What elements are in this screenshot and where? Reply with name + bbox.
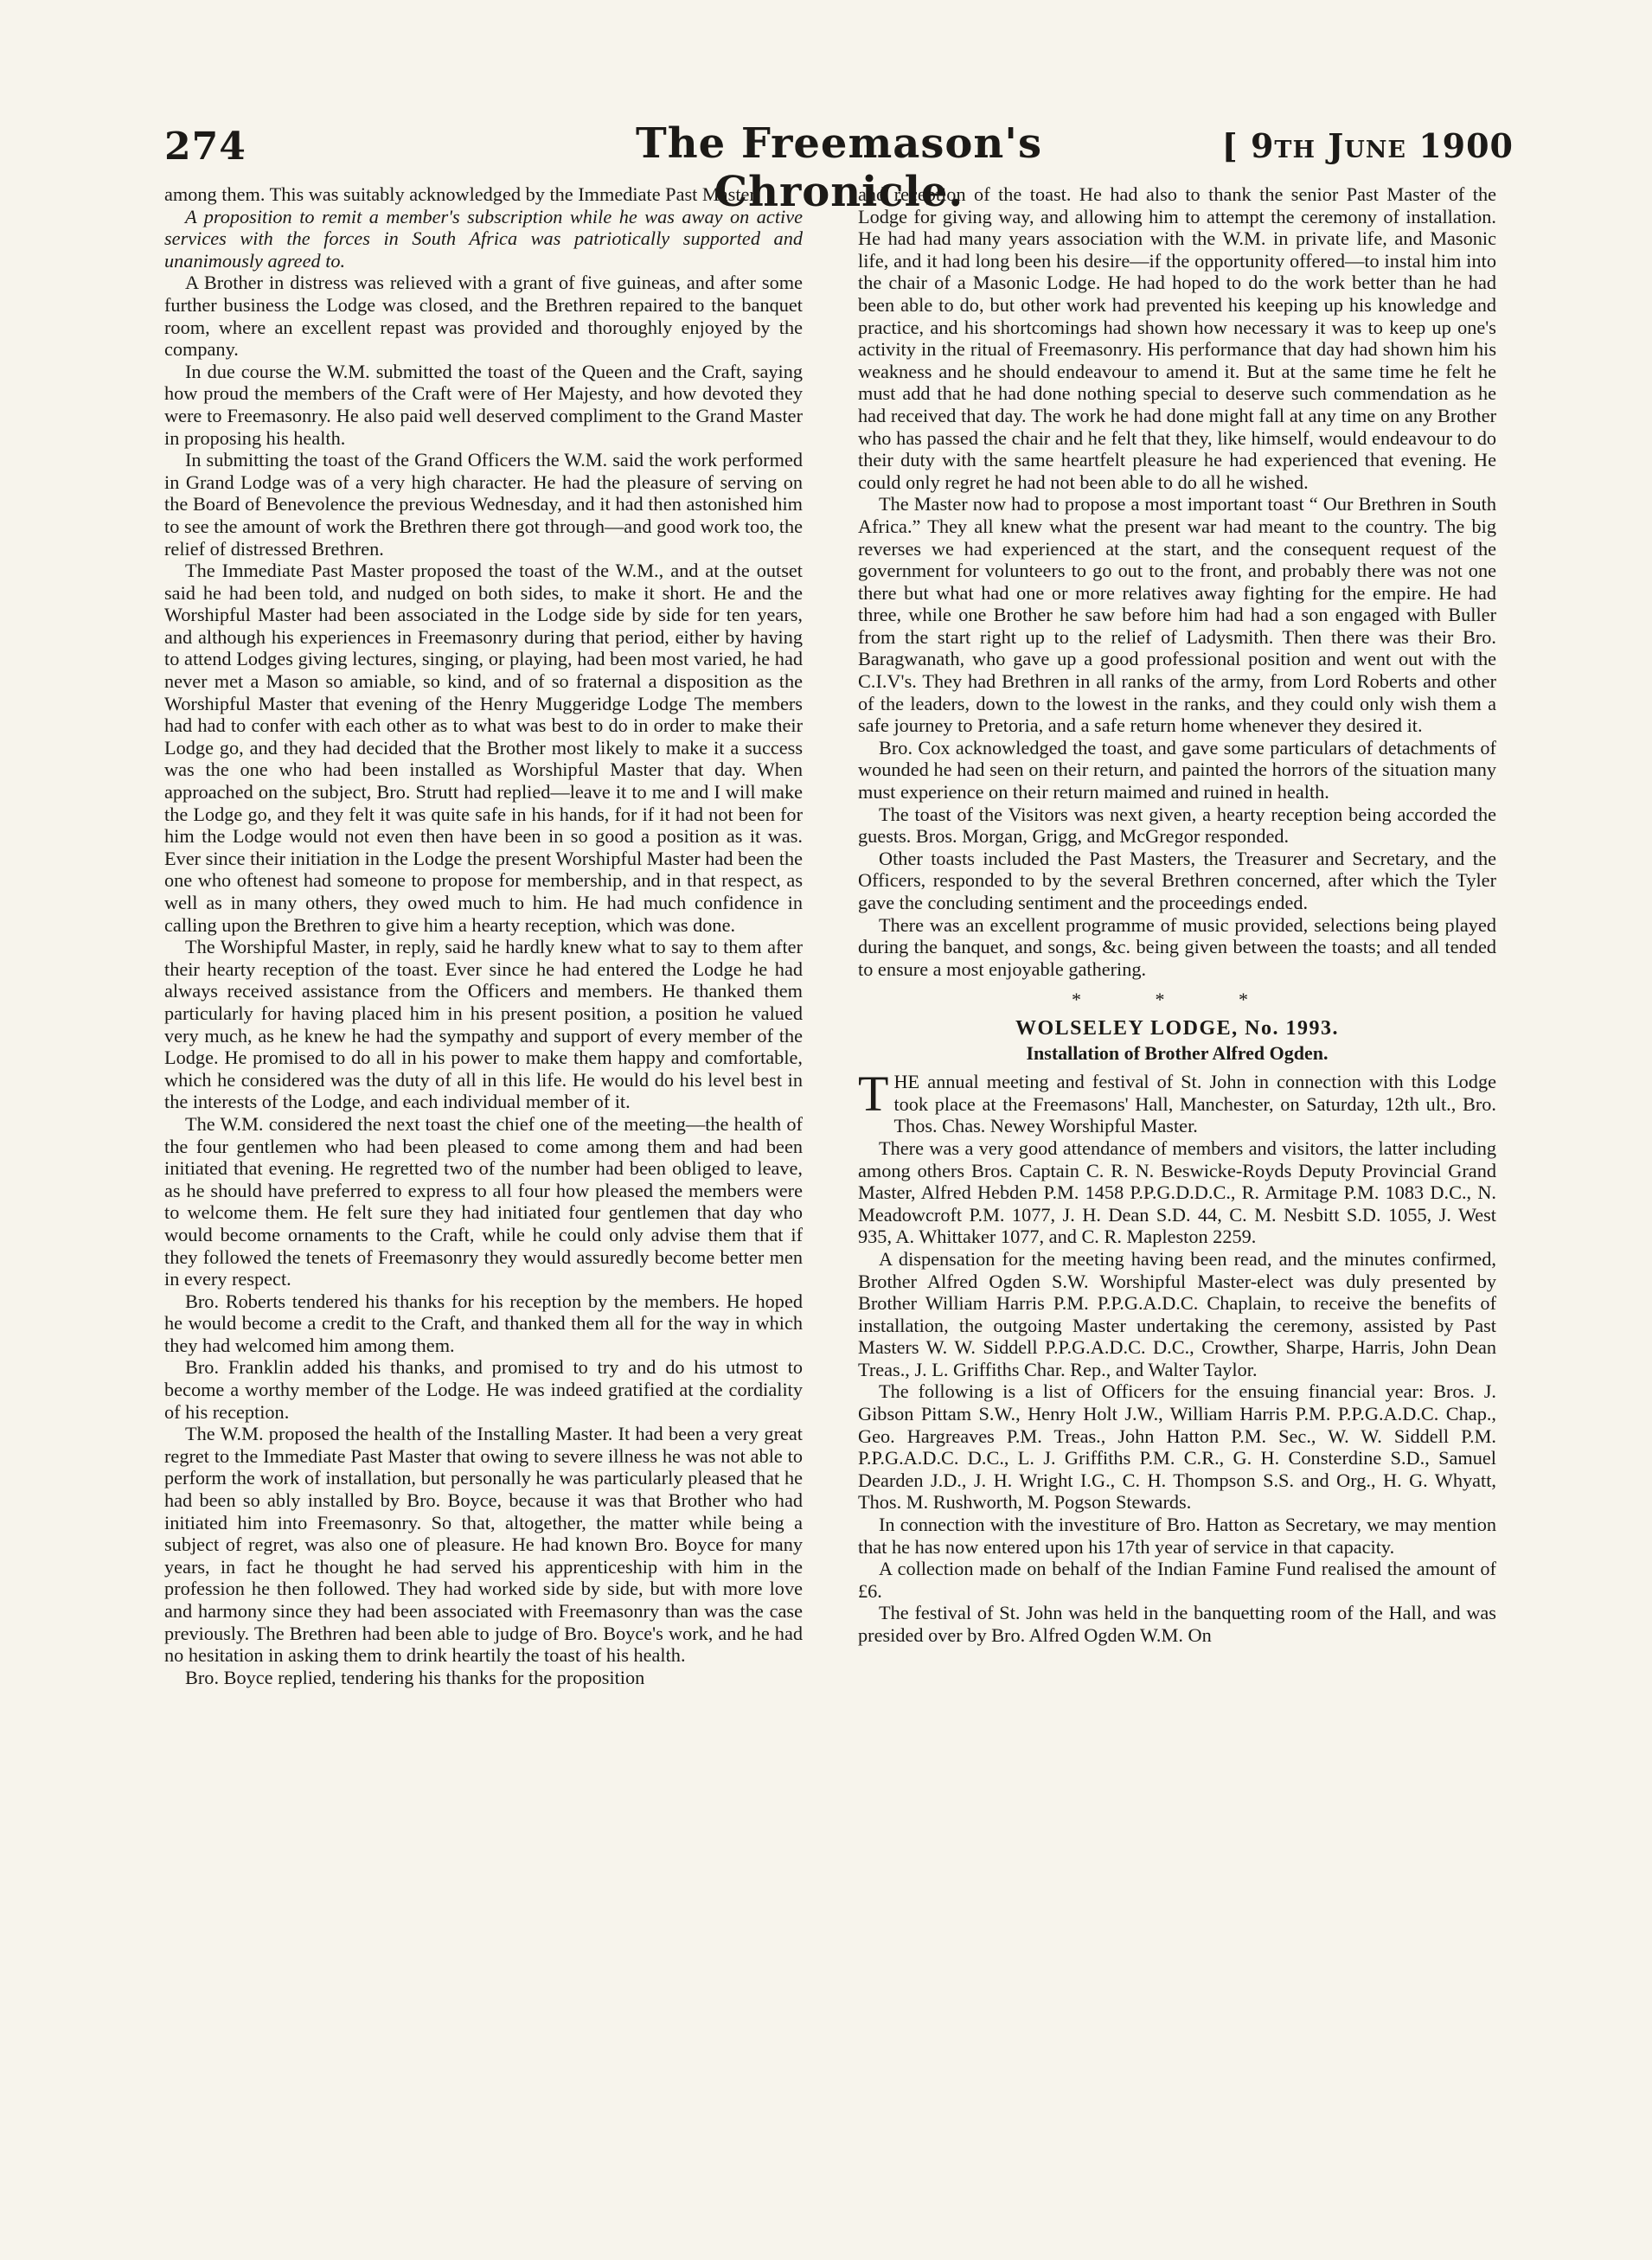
article-paragraph: In submitting the toast of the Grand Officers the W.M. said the work performed in Grand Lodge was of a very high character. He had the pleasure of serving on the Board of Benevolence the previous Wednesday, and it had then astonished him to see the amount of work the Brethren there got through—and good work too, the relief of distressed Brethren. <box>164 449 803 560</box>
issue-date: [ 9th June 1900 <box>1221 126 1514 165</box>
section-title: WOLSELEY LODGE, No. 1993. <box>1015 1016 1339 1040</box>
article-paragraph: A collection made on behalf of the Indian Famine Fund realised the amount of £6. <box>858 1558 1496 1602</box>
article-paragraph: Bro. Boyce replied, tendering his thanks for the proposition <box>185 1666 645 1688</box>
article-paragraph: A Brother in distress was relieved with a grant of five guineas, and after some further business the Lodge was closed, and the Brethren repaired to the banquet room, where an excellent repast was provided and thoroughly enjoyed by the company. <box>164 272 803 361</box>
article-paragraph: There was a very good attendance of members and visitors, the latter including among others Bros. Captain C. R. N. Beswicke-Royds Deputy Provincial Grand Master, Alfred Hebden P.M. 1458 P.P.G.D.D.C., R. Armitage P.M. 1083 D.C., N. Meadowcroft P.M. 1077, J. H. Dean S.D. 44, C. M. Nesbitt S.D. 1055, J. West 935, A. Whittaker 1077, and C. R. Mapleston 2259. <box>858 1136 1496 1248</box>
article-paragraph: In connection with the investiture of Bro. Hatton as Secretary, we may mention that he has now entered upon his 17th year of service in that capacity. <box>858 1514 1496 1558</box>
article-paragraph: The following is a list of Officers for the ensuing financial year: Bros. J. Gibson Pittam S.W., Henry Holt J.W., William Harris P.M. P.P.G.A.D.C. Chap., Geo. Hargreaves P.M. Treas., John Hatton P.M. Sec., W. W. Siddell P.M. P.P.G.A.D.C. D.C., L. J. Griffiths P.M. C.R., G. H. Consterdine S.D., Samuel Dearden J.D., J. H. Wright I.G., C. H. Thompson S.S. and Org., H. G. Whyatt, Thos. M. Rushworth, M. Pogson Stewards. <box>858 1380 1496 1514</box>
article-paragraph: The toast of the Visitors was next given, a hearty reception being accorded the guests. Bros. Morgan, Grigg, and McGregor responded. <box>858 803 1496 848</box>
left-column <box>164 183 803 1688</box>
article-paragraph: In due course the W.M. submitted the toast of the Queen and the Craft, saying how proud the members of the Craft were of Her Majesty, and how devoted they were to Freemasonry. He also paid well deserved compliment to the Grand Master in proposing his health. <box>164 360 803 449</box>
article-paragraph: and reception of the toast. He had also to thank the senior Past Master of the Lodge for giving way, and allowing him to attempt the ceremony of installation. He had had many years association with the W.M. in private life, and Masonic life, and it had long been his desire—if the opportunity offered—to instal him into the chair of a Masonic Lodge. He had hoped to do the work better than he had been able to do, but other work had prevented his keeping up his knowledge and practice, and his shortcomings had shown how necessary it was to keep up one's activity in the ritual of Freemasonry. His performance that day had shown him his weakness and he should endeavour to amend it. But at the same time he felt he must add that he had done nothing special to deserve such commendation as he had received that day. The work he had done might fall at any time on any Brother who has passed the chair and he felt that they, like himself, would endeavour to do their duty with the same heartfelt pleasure he had experienced that evening. He could only regret he had not been able to do all he wished. <box>858 183 1496 493</box>
section-separator: * * * <box>1072 989 1283 1011</box>
article-paragraph: among them. This was suitably acknowledged by the Immediate Past Master. <box>164 183 760 205</box>
article-paragraph: The Master now had to propose a most important toast “ Our Brethren in South Africa.” They all knew what the present war had meant to the country. The big reverses we had experienced at the start, and the consequent request of the government for volunteers to go out to the front, and probably there was not one there but what had one or more relatives away fighting for the empire. He had three, while one Brother he saw before him had had a son engaged with Buller from the start right up to the relief of Ladysmith. Then there was their Bro. Baragwanath, who gave up a good professional position and went out with the C.I.V's. They had Brethren in all ranks of the army, from Lord Roberts and other of the leaders, down to the lowest in the ranks, and they could only wish them a safe journey to Pretoria, and a safe return home whenever they desired it. <box>858 493 1496 737</box>
article-paragraph: There was an excellent programme of music provided, selections being played during the banquet, and songs, &c. being given between the toasts; and all tended to ensure a most enjoyable gathering. <box>858 913 1496 980</box>
page-number: 274 <box>164 125 247 169</box>
article-paragraph: The Worshipful Master, in reply, said he hardly knew what to say to them after their hearty reception of the toast. Ever since he had entered the Lodge he had always received assistance from the Officers and members. He thanked them particularly for having placed him in his present position, a position he valued very much, as he knew he had the sympathy and support of every member of the Lodge. He promised to do all in his power to make them happy and comfortable, which he considered was the duty of all in this life. He would do his level best in the interests of the Lodge, and each individual member of it. <box>164 936 803 1113</box>
article-paragraph: The Immediate Past Master proposed the toast of the W.M., and at the outset said he had been told, and nudged on both sides, to make it short. He and the Worshipful Master had been associated in the Lodge side by side for ten years, and although his experiences in Freemasonry during that period, either by having to attend Lodges giving lectures, singing, or playing, had been most varied, he had never met a Mason so amiable, so kind, and of so fraternal a disposition as the Worshipful Master that evening of the Henry Muggeridge Lodge The members had had to confer with each other as to what was best to do in order to make their Lodge go, and they had decided that the Brother most likely to make it a success was the one who had been installed as Worshipful Master that day. When approached on the subject, Bro. Strutt had replied—leave it to me and I will make the Lodge go, and they felt it was quite safe in his hands, for if it had not been for him the Lodge would not even then have been in so good a position as it was. Ever since their initiation in the Lodge the present Worshipful Master had been the one who oftenest had someone to propose for membership, and in that respect, as well as in many others, they owed much to him. He had much confidence in calling upon the Brethren to give him a hearty reception, which was done. <box>164 560 803 936</box>
article-paragraph: The festival of St. John was held in the banquetting room of the Hall, and was presided over by Bro. Alfred Ogden W.M. On <box>858 1602 1496 1646</box>
lead-text: HE annual meeting and festival of St. John in connection with this Lodge took place at the Freemasons' Hall, Manchester, on Saturday, 12th ult., Bro. Thos. Chas. Newey Worshipful Master. <box>893 1071 1496 1137</box>
article-paragraph: The W.M. considered the next toast the chief one of the meeting—the health of the four gentlemen who had been pleased to come among them and had been initiated that evening. He regretted two of the number had been obliged to leave, as he should have preferred to express to all four how pleased the members were to welcome them. He felt sure they had initiated four gentlemen that day who would become ornaments to the Craft, while he could only advise them that if they followed the tenets of Freemasonry they would assuredly become better men in every respect. <box>164 1112 803 1290</box>
article-paragraph: The W.M. proposed the health of the Installing Master. It had been a very great regret to the Immediate Past Master that owing to severe illness he was not able to perform the work of installation, but personally he was particularly pleased that he had been so ably installed by Bro. Boyce, because it was that Brother who had initiated him into Freemasonry. So that, altogether, the matter while being a subject of regret, was also one of pleasure. He had known Bro. Boyce for many years, in fact he thought he had served his apprenticeship with him in the profession he then followed. They had worked side by side, but with more love and harmony since they had been associated with Freemasonry than was the case previously. The Brethren had been able to judge of Bro. Boyce's work, and he had no hesitation in asking them to drink heartily the toast of his health. <box>164 1423 803 1667</box>
article-paragraph: A dispensation for the meeting having been read, and the minutes confirmed, Brother Alfred Ogden S.W. Worshipful Master-elect was duly presented by Brother William Harris P.M. P.P.G.A.D.C. Chaplain, to receive the benefits of installation, the outgoing Master undertaking the ceremony, assisted by Past Masters W. W. Siddell P.P.G.A.D.C. D.C., Crowther, Sharpe, Harris, John Dean Treas., J. L. Griffiths Char. Rep., and Walter Taylor. <box>858 1247 1496 1380</box>
drop-cap: T <box>858 1066 889 1123</box>
article-paragraph: Bro. Cox acknowledged the toast, and gave some particulars of detachments of wounded he had seen on their return, and painted the horrors of the situation many must experience on their return maimed and ruined in health. <box>858 736 1496 803</box>
article-paragraph: Other toasts included the Past Masters, the Treasurer and Secretary, and the Officers, responded to by the several Brethren concerned, after which the Tyler gave the concluding sentiment and the proceedings ended. <box>858 847 1496 913</box>
right-column <box>858 183 1496 1647</box>
article-paragraph: Bro. Roberts tendered his thanks for his reception by the members. He hoped he would become a credit to the Craft, and thanked them all for the way in which they had welcomed him among them. <box>164 1290 803 1356</box>
section-lead-paragraph <box>858 1066 1496 1137</box>
article-paragraph: A proposition to remit a member's subscription while he was away on active services with the forces in South Africa was patriotically supported and unanimously agreed to. <box>164 205 803 272</box>
masthead-title: The Freemason's Chronicle. <box>635 119 1042 216</box>
section-subtitle: Installation of Brother Alfred Ogden. <box>1026 1041 1329 1064</box>
article-paragraph: Bro. Franklin added his thanks, and promised to try and do his utmost to become a worthy member of the Lodge. He was indeed gratified at the cordiality of his reception. <box>164 1356 803 1423</box>
